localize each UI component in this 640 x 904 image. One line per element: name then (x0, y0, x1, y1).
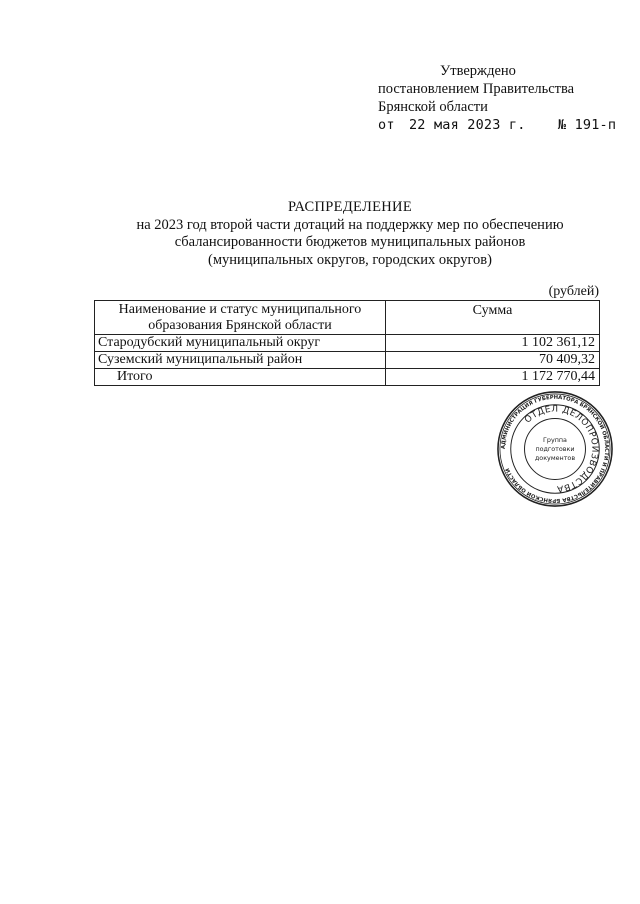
header-name-line-2: образования Брянской области (148, 317, 332, 333)
stamp-seal-image (496, 390, 614, 508)
table-header-row (95, 301, 600, 335)
svg-text:ОТДЕЛ ДЕЛОПРОИЗВОДСТВА: ОТДЕЛ ДЕЛОПРОИЗВОДСТВА (523, 404, 600, 494)
table-row (95, 335, 600, 352)
svg-text:Группа: Группа (543, 436, 567, 445)
distribution-table (94, 300, 600, 386)
office-stamp (496, 390, 614, 508)
total-label: Итого (95, 369, 386, 386)
approval-date-line (378, 116, 628, 134)
row-sum: 70 409,32 (386, 352, 600, 369)
row-name: Стародубский муниципальный округ (95, 335, 386, 352)
document-title (60, 199, 640, 269)
approval-block (378, 62, 628, 134)
svg-text:документов: документов (534, 453, 576, 462)
approval-line-2: постановлением Правительства (378, 81, 575, 97)
title-line-2: сбалансированности бюджетов муниципальных районов (174, 234, 526, 250)
units-label: (рублей) (548, 284, 599, 299)
total-sum: 1 172 770,44 (386, 369, 600, 386)
title-heading: РАСПРЕДЕЛЕНИЕ (288, 199, 412, 215)
svg-text:подготовки: подготовки (535, 444, 575, 453)
table-row (95, 352, 600, 369)
approval-number: 191-п (574, 117, 617, 133)
approval-line-3: Брянской области (378, 99, 488, 115)
date-prefix: от (378, 117, 395, 133)
header-name-line-1: Наименование и статус муниципального (118, 301, 362, 317)
title-line-3: (муниципальных округов, городских округов) (208, 251, 492, 268)
header-name-cell (95, 301, 386, 335)
approval-date: 22 мая 2023 г. (408, 117, 526, 133)
header-sum-cell: Сумма (386, 301, 600, 335)
row-name: Суземский муниципальный район (95, 352, 386, 369)
table-total-row (95, 369, 600, 386)
row-sum: 1 102 361,12 (386, 335, 600, 352)
number-prefix: № (557, 117, 567, 133)
title-line-1: на 2023 год второй части дотаций на поддержку мер по обеспечению (136, 216, 564, 233)
approval-line-1: Утверждено (440, 63, 516, 79)
svg-text:АДМИНИСТРАЦИЯ ГУБЕРНАТОРА БРЯН: АДМИНИСТРАЦИЯ ГУБЕРНАТОРА БРЯНСКОЙ ОБЛАСТИ И ПРАВИТЕЛЬСТВА БРЯНСКОЙ ОБЛАСТИ (500, 394, 610, 504)
